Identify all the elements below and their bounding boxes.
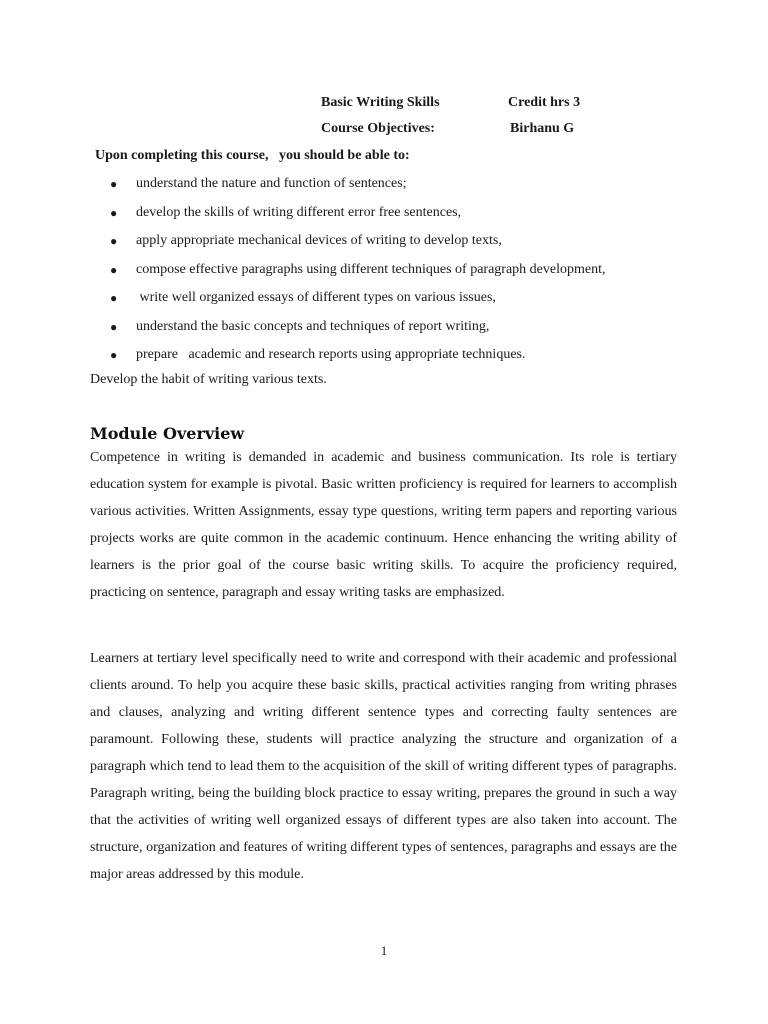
overview-paragraph: Learners at tertiary level specifically need to write and correspond with their academic and professional clients around. To help you acquire these basic skills, practical activities ranging from writing phrases and clauses, analyzing and writing different sentence types and correcting faulty sentences are paramount. Following these, students will practice analyzing the structure and organization of a paragraph which tend to lead them to the acquisition of the skill of writing different types of paragraphs. Paragraph writing, being the building block practice to essay writing, prepares the ground in such a way that the activities of writing well organized essays of different types are also taken into account. The structure, organization and features of writing different types of sentences, paragraphs and essays are the major areas addressed by this module.: [90, 651, 677, 882]
list-item: [110, 199, 710, 228]
bullet-icon: ●: [110, 348, 118, 362]
credit-hours: Credit hrs 3: [508, 95, 581, 110]
objective-text: understand the nature and function of sentences;: [136, 176, 407, 191]
page-number: 1: [380, 943, 388, 958]
list-item: [110, 313, 710, 342]
habit-text: Develop the habit of writing various texts.: [90, 372, 327, 387]
course-title: Basic Writing Skills: [321, 95, 440, 110]
intro-text: Upon completing this course, you should be able to:: [95, 148, 410, 163]
bullet-icon: ●: [110, 291, 118, 305]
list-item: [110, 256, 710, 285]
bullet-icon: ●: [110, 205, 118, 220]
overview-paragraph: Competence in writing is demanded in academic and business communication. Its role is tertiary education system for example is pivotal. Basic written proficiency is required for learners to accomplish various activities. Written Assignments, essay type questions, writing term papers and reporting various projects works are quite common in the academic continuum. Hence enhancing the writing ability of learners is the prior goal of the course basic writing skills. To acquire the proficiency required, practicing on sentence, paragraph and essay writing tasks are emphasized.: [90, 450, 677, 600]
objective-text: write well organized essays of different types on various issues,: [136, 290, 496, 305]
objective-text: apply appropriate mechanical devices of writing to develop texts,: [136, 233, 502, 248]
bullet-icon: ●: [110, 177, 118, 191]
list-item: [110, 227, 710, 256]
objective-text: prepare academic and research reports using appropriate techniques.: [136, 347, 526, 362]
header-row-title: [321, 95, 581, 111]
objectives-label: Course Objectives:: [321, 121, 435, 136]
list-item: [110, 284, 710, 313]
objective-text: understand the basic concepts and techniques of report writing,: [136, 318, 490, 334]
bullet-icon: ●: [110, 319, 118, 334]
author-name: Birhanu G: [510, 121, 575, 136]
objectives-list: [110, 170, 710, 370]
section-heading: Module Overview: [90, 424, 245, 443]
list-item: [110, 341, 710, 370]
bullet-icon: ●: [110, 234, 118, 248]
list-item: [110, 170, 710, 199]
bullet-icon: ●: [110, 262, 118, 277]
objective-text: develop the skills of writing different error free sentences,: [136, 204, 462, 220]
objective-text: compose effective paragraphs using different techniques of paragraph development,: [136, 261, 606, 277]
header-row-objectives: [321, 121, 575, 137]
